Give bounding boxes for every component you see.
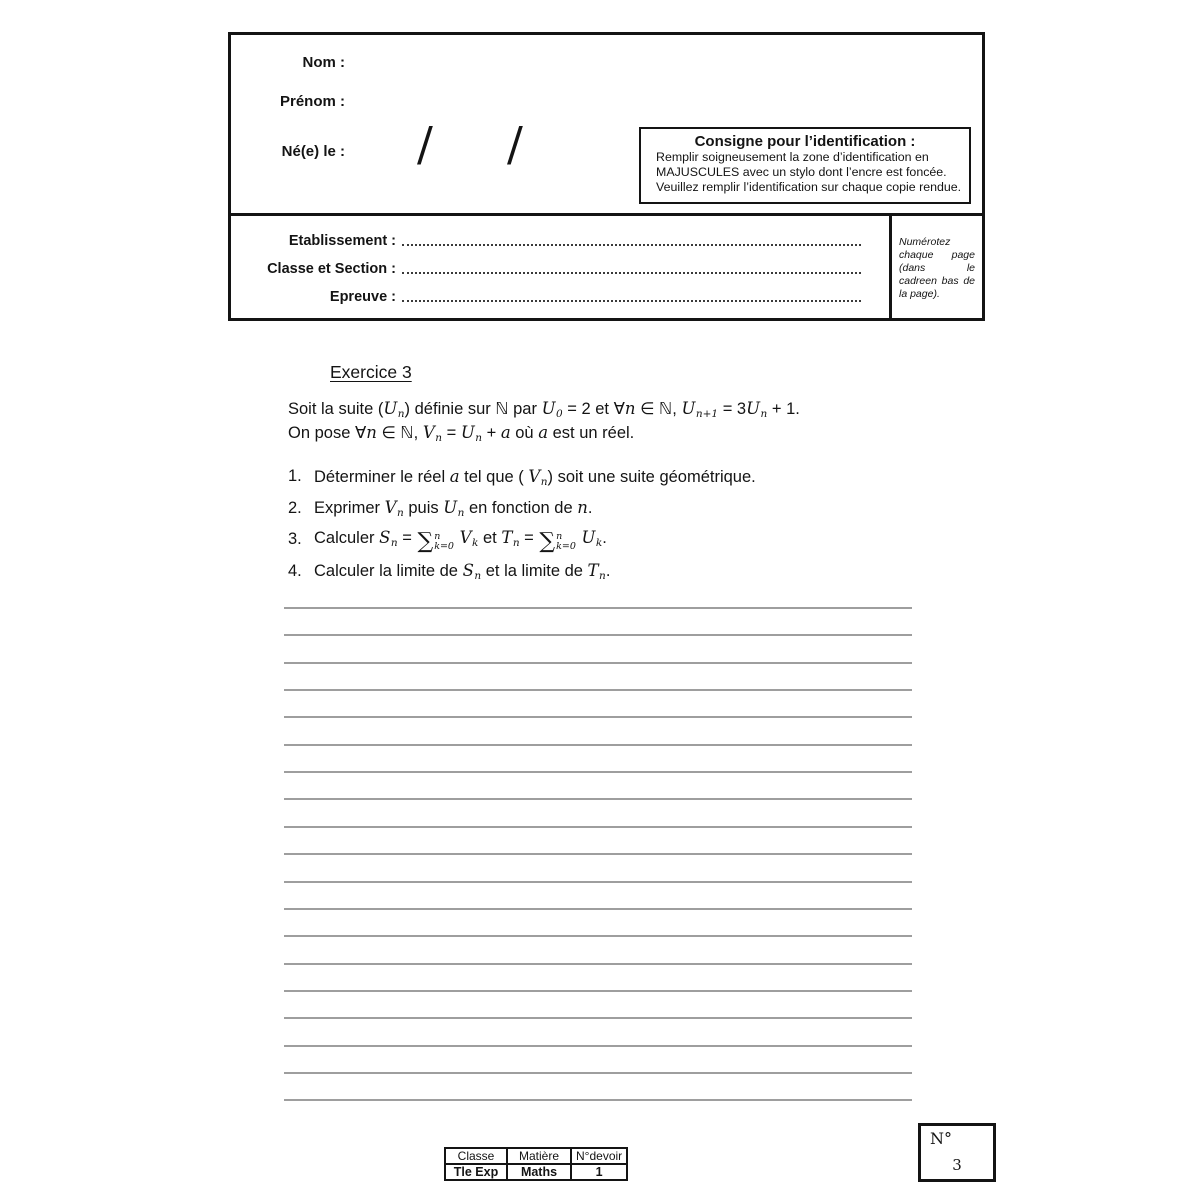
exercise-intro [288,397,800,445]
answer-line [284,826,912,828]
page-number-label: N° [930,1129,952,1148]
identity-section [231,35,982,216]
question-number: 4. [288,561,302,580]
answer-line [284,853,912,855]
dotted-leader [402,300,861,302]
answer-line [284,744,912,746]
sum-symbol: ∑ n k=0 [539,528,576,554]
answer-line [284,798,912,800]
summary-table-value-row [445,1164,627,1180]
consigne-line: Veuillez remplir l’identification sur chaque copie rendue. [656,180,962,194]
table-header-cell: Matière [507,1148,571,1164]
exercise-title: Exercice 3 [330,362,412,382]
table-value-cell: Tle Exp [445,1164,507,1180]
sum-symbol: ∑ n k=0 [417,528,454,554]
answer-line [284,1099,912,1101]
answer-line [284,935,912,937]
table-value-cell: 1 [571,1164,627,1180]
answer-lines-area [284,607,912,1104]
dotted-leader [402,244,861,246]
epreuve-label: Epreuve : [329,289,396,305]
epreuve-row [231,285,861,305]
consigne-line: Remplir soigneusement la zone d’identification en [656,150,929,164]
dotted-leader [402,272,861,274]
consigne-box [639,127,971,204]
table-value-cell: Maths [507,1164,571,1180]
answer-line [284,771,912,773]
identification-box [228,32,985,321]
question-item [288,524,756,556]
answer-line [284,881,912,883]
date-separator-slash: / [507,117,523,172]
footer-summary-table [444,1147,628,1181]
birthdate-field-label: Né(e) le : [281,143,345,160]
intro-line: On pose ∀n ∈ ℕ, $V_n = U_n + a$ où a est un réel. [288,423,635,444]
question-number: 1. [288,467,302,486]
classe-section-row [231,257,861,277]
question-item [288,556,756,588]
consigne-line: MAJUSCULES avec un stylo dont l’encre est foncée. [656,165,947,179]
classe-section-label: Classe et Section : [267,261,396,277]
firstname-field-label: Prénom : [279,93,345,110]
table-header-cell: Classe [445,1148,507,1164]
answer-line [284,963,912,965]
page-numbering-note: Numérotez chaque page (dans le cadreen bas de la page). [889,216,982,321]
question-item [288,461,756,493]
etablissement-label: Etablissement : [288,233,396,249]
question-text: Déterminer le réel a tel que ( $V_n$) soit une suite géométrique. [314,466,756,488]
answer-line [284,634,912,636]
table-header-cell: N°devoir [571,1148,627,1164]
page-number-box [918,1123,996,1182]
consigne-title: Consigne pour l’identification : [694,133,916,150]
answer-line [284,908,912,910]
answer-line [284,689,912,691]
answer-line [284,1017,912,1019]
answer-line [284,662,912,664]
answer-line [284,990,912,992]
question-text: Exprimer $V_n$ puis $U_n$ en fonction de n. [314,498,593,520]
answer-line [284,1072,912,1074]
admin-section [231,216,982,321]
date-separator-slash: / [417,117,433,172]
question-item [288,493,756,525]
question-number: 3. [288,530,302,549]
question-list [288,461,756,587]
page-number-value: 3 [952,1156,962,1174]
question-text: Calculer $S_n$ = ∑ n k=0 $V_k$ et $T_n$ = ∑ n k=0 $U_k$. [314,527,607,554]
name-field-label: Nom : [302,54,345,71]
answer-line [284,607,912,609]
question-number: 2. [288,498,302,517]
answer-line [284,1045,912,1047]
etablissement-row [231,229,861,249]
answer-line [284,716,912,718]
summary-table-header-row [445,1148,627,1164]
question-text: Calculer la limite de $S_n$ et la limite de $T_n$. [314,561,611,583]
intro-line: Soit la suite $(U_n)$ définie sur ℕ par $U_0 = 2$ et ∀n ∈ ℕ, $U_{n+1} = 3U_n + 1$. [288,399,800,420]
admin-fields [231,216,889,321]
